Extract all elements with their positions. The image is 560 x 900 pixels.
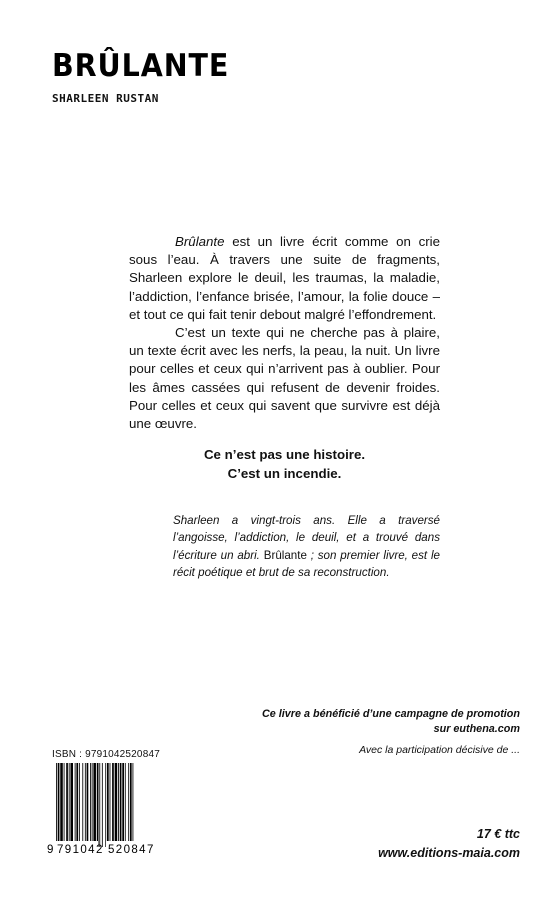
back-cover-blurb [129,233,440,433]
barcode-bar [58,763,60,847]
barcode-bar [107,763,109,847]
tagline-line-1: Ce n’est pas une histoire. [203,447,366,462]
barcode-bar [133,763,134,847]
barcode-left-digits: 791042 [57,844,104,855]
barcode-bar [56,763,57,847]
author-name: SHARLEEN RUSTAN [52,92,159,105]
participation-note: Avec la participation décisive de ... [359,744,520,756]
blurb-paragraph-1 [129,233,440,324]
barcode-bar [130,763,132,847]
isbn-label: ISBN : 9791042520847 [52,749,160,760]
barcode-bar [70,763,73,847]
barcode-bar [66,763,68,847]
barcode-bar [112,763,114,847]
bio-text-1: Sharleen a vingt-trois ans. Elle a traversé l’angoisse, l’addiction, le deuil, et a trouvé dans l’écriture un abri. [173,514,440,562]
barcode-bar [85,763,86,847]
barcode-bar [122,763,124,847]
barcode-bar [87,763,89,847]
publisher-website: www.editions-maia.com [378,846,520,860]
barcode-bar [102,763,103,847]
barcode-bar [92,763,93,847]
barcode-bar [79,763,80,847]
barcode-bar [125,763,126,847]
bio-text-2: ; son premier livre, est le récit poétique et brut de sa reconstruction. [173,548,440,580]
barcode-bar [110,763,111,847]
barcode-first-digit: 9 [47,844,54,855]
barcode-right-digits: 520847 [108,844,155,855]
tagline [129,445,440,483]
author-bio [173,512,440,582]
barcode-bar [90,763,91,847]
barcode-bar [99,763,100,847]
barcode-bar [128,763,129,847]
barcode-graphic [46,763,168,855]
promotion-line-1: Ce livre a bénéficié d’une campagne de promotion [262,708,520,720]
barcode-bar [69,763,70,847]
barcode-bars [56,763,133,847]
barcode-bar [75,763,76,847]
barcode-bar [97,763,99,847]
barcode-bar [118,763,119,847]
blurb-paragraph-2: C’est un texte qui ne cherche pas à plaire, un texte écrit avec les nerfs, la peau, la nuit. Un livre pour celles et ceux qui n’arrivent pas à oublier. Pour les âmes cassées qui refusent de devenir froides. Pour celles et ceux qui savent que survivre est déjà une œuvre. [129,325,440,432]
barcode-bar [82,763,83,847]
barcode-bar [115,763,118,847]
barcode-bar [93,763,96,847]
promotion-note [262,707,520,737]
promotion-line-2: sur euthena.com [433,723,520,735]
tagline-line-2: C’est un incendie. [227,466,342,481]
barcode-bar [76,763,78,847]
barcode-bar [64,763,65,847]
book-title: BRÛLANTE [52,48,230,84]
bio-book-name: Brûlante [263,548,307,562]
barcode-bar [60,763,63,847]
blurb-book-title: Brûlante [175,234,225,249]
barcode-bar [105,763,106,847]
price-label: 17 € ttc [476,827,520,841]
blurb-paragraph-1-text: est un livre écrit comme on crie sous l’eau. À travers une suite de fragments, Sharleen explore le deuil, les traumas, la maladie, l’addiction, l’enfance brisée, l’amour, la folie douce – et tout ce qui fait tenir debout malgré l’effondrement. [129,234,440,322]
barcode-bar [120,763,122,847]
